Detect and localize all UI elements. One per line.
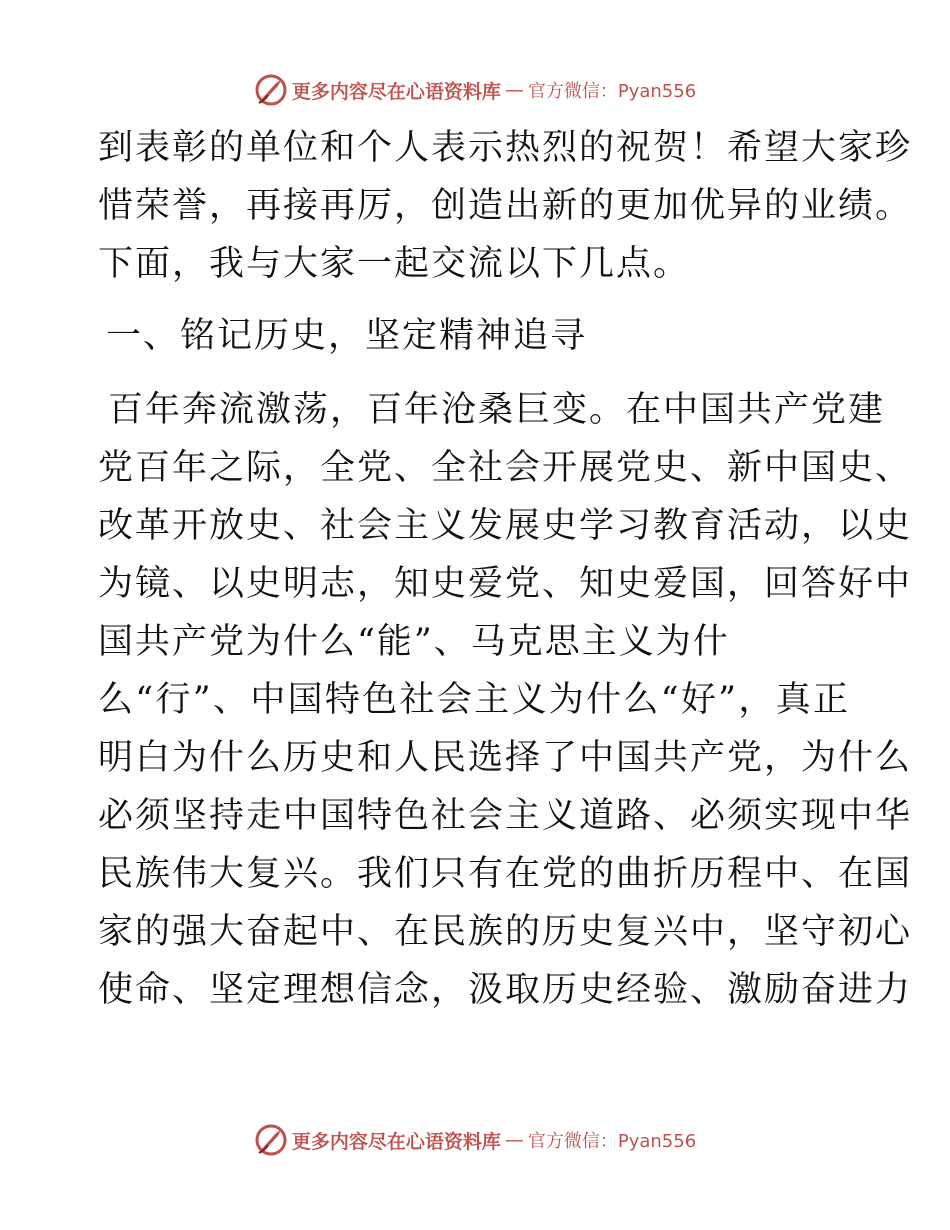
footer-site-text: 更多内容尽在心语资料库 [291, 1130, 501, 1153]
quill-pen-logo-icon [254, 1123, 288, 1157]
section-heading: 一、铭记历史，坚定精神追寻 [106, 316, 588, 356]
header-dash: — [504, 79, 524, 101]
body-line: 下面，我与大家一起交流以下几点。 [98, 244, 691, 284]
body-line: 必须坚持走中国特色社会主义道路、必须实现中华 [98, 796, 913, 836]
footer-dash: — [504, 1129, 524, 1151]
body-line: 使命、坚定理想信念，汲取历史经验、激励奋进力 [98, 970, 913, 1010]
body-line: 国共产党为什么“能”、马克思主义为什 [98, 622, 730, 662]
header-wechat-text: 官方微信：Pyan556 [527, 81, 697, 102]
body-line: 明白为什么历史和人民选择了中国共产党，为什么 [98, 738, 913, 778]
body-line: 为镜、以史明志，知史爱党、知史爱国，回答好中 [98, 564, 913, 604]
footer-wechat-text: 官方微信：Pyan556 [527, 1131, 697, 1152]
quill-pen-logo-icon [254, 73, 288, 107]
body-line: 民族伟大复兴。我们只有在党的曲折历程中、在国 [98, 854, 913, 894]
body-line: 么“行”、中国特色社会主义为什么“好”，真正 [98, 680, 850, 720]
footer-banner [0, 1120, 950, 1160]
body-line: 到表彰的单位和个人表示热烈的祝贺！希望大家珍 [98, 128, 913, 168]
header-site-text: 更多内容尽在心语资料库 [291, 80, 501, 103]
body-line: 惜荣誉，再接再厉，创造出新的更加优异的业绩。 [98, 186, 913, 226]
body-line: 党百年之际，全党、全社会开展党史、新中国史、 [98, 448, 913, 488]
body-line: 改革开放史、社会主义发展史学习教育活动，以史 [98, 506, 913, 546]
body-line: 家的强大奋起中、在民族的历史复兴中，坚守初心 [98, 912, 913, 952]
body-line: 百年奔流激荡，百年沧桑巨变。在中国共产党建 [108, 390, 886, 430]
header-banner [0, 70, 950, 110]
